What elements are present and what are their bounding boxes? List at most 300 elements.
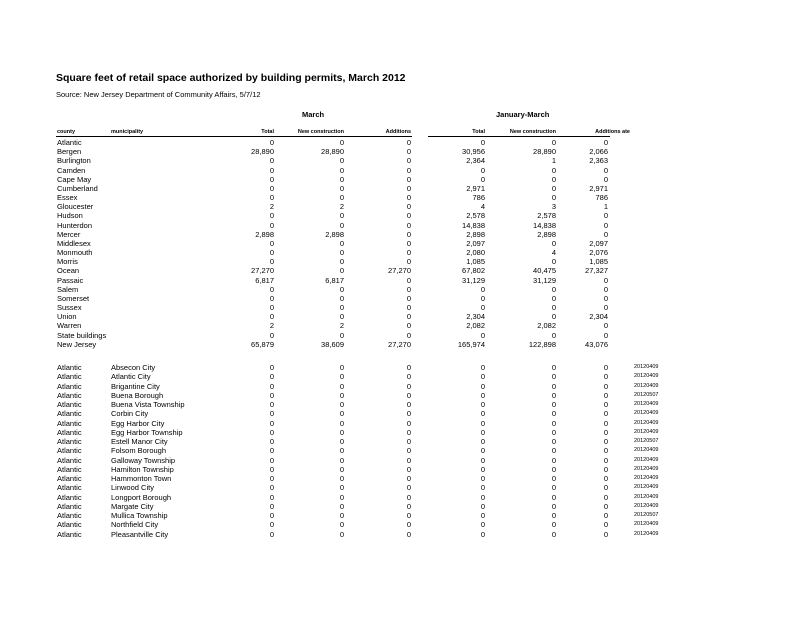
column-header-new-construction: New construction	[297, 129, 344, 135]
march-total-cell: 0	[269, 220, 274, 230]
ytd-total-cell: 0	[480, 483, 485, 493]
march-total-cell: 6,817	[255, 275, 274, 285]
municipality-cell: Northfield City	[111, 520, 159, 530]
march-total-cell: 0	[269, 248, 274, 258]
ytd-new-construction-cell: 0	[551, 446, 556, 456]
march-new-construction-cell: 0	[339, 248, 344, 258]
group-header-ytd: January-March	[496, 110, 550, 119]
ytd-new-construction-cell: 14,838	[533, 220, 556, 230]
march-total-cell: 0	[269, 483, 274, 493]
ytd-new-construction-cell: 0	[551, 455, 556, 465]
ytd-additions-cell: 1,085	[589, 257, 608, 267]
table-row	[0, 465, 800, 474]
county-cell: Salem	[57, 284, 79, 294]
ytd-new-construction-cell: 4	[551, 248, 556, 258]
county-cell: Atlantic	[57, 529, 82, 539]
ytd-total-cell: 0	[480, 529, 485, 539]
march-new-construction-cell: 0	[339, 220, 344, 230]
march-total-cell: 0	[269, 446, 274, 456]
ytd-additions-cell: 27,327	[585, 266, 608, 276]
march-additions-cell: 0	[406, 183, 411, 193]
county-cell: Atlantic	[57, 381, 82, 391]
march-additions-cell: 0	[406, 492, 411, 502]
ytd-new-construction-cell: 0	[551, 372, 556, 382]
municipality-cell: Pleasantville City	[111, 529, 169, 539]
march-additions-cell: 0	[406, 238, 411, 248]
ytd-total-cell: 0	[480, 501, 485, 511]
march-new-construction-cell: 0	[339, 501, 344, 511]
county-cell: Ocean	[57, 266, 80, 276]
ytd-new-construction-cell: 3	[551, 202, 556, 212]
county-cell: Burlington	[57, 156, 91, 166]
march-total-cell: 0	[269, 529, 274, 539]
ytd-new-construction-cell: 40,475	[533, 266, 556, 276]
march-additions-cell: 0	[406, 248, 411, 258]
march-total-cell: 0	[269, 372, 274, 382]
table-row	[0, 446, 800, 455]
ytd-new-construction-cell: 0	[551, 381, 556, 391]
march-new-construction-cell: 0	[339, 312, 344, 322]
march-new-construction-cell: 6,817	[325, 275, 344, 285]
source-note: Source: New Jersey Department of Community Affairs, 5/7/12	[56, 90, 261, 99]
county-cell: Camden	[57, 165, 86, 175]
table-row	[0, 483, 800, 492]
ytd-new-construction-cell: 0	[551, 474, 556, 484]
table-row	[0, 248, 800, 257]
ytd-additions-cell: 0	[603, 418, 608, 428]
march-total-cell: 0	[269, 501, 274, 511]
ytd-total-cell: 0	[480, 418, 485, 428]
ytd-additions-cell: 0	[603, 390, 608, 400]
march-total-cell: 0	[269, 390, 274, 400]
ytd-additions-cell: 0	[603, 321, 608, 331]
march-additions-cell: 0	[406, 220, 411, 230]
ytd-total-cell: 0	[480, 390, 485, 400]
ytd-total-cell: 0	[480, 165, 485, 175]
ytd-additions-cell: 0	[603, 501, 608, 511]
ytd-total-cell: 0	[480, 492, 485, 502]
march-total-cell: 0	[269, 293, 274, 303]
march-total-cell: 0	[269, 363, 274, 372]
ytd-additions-cell: 0	[603, 455, 608, 465]
municipality-cell: Margate City	[111, 501, 154, 511]
ytd-new-construction-cell: 0	[551, 165, 556, 175]
march-new-construction-cell: 0	[339, 174, 344, 184]
county-cell: Atlantic	[57, 372, 82, 382]
march-additions-cell: 0	[406, 165, 411, 175]
county-cell: Atlantic	[57, 446, 82, 456]
march-total-cell: 0	[269, 418, 274, 428]
date-cell: 20120507	[634, 512, 659, 519]
ytd-new-construction-cell: 2,578	[537, 211, 556, 221]
march-total-cell: 0	[269, 138, 274, 147]
march-new-construction-cell: 0	[339, 446, 344, 456]
march-new-construction-cell: 0	[339, 165, 344, 175]
march-new-construction-cell: 0	[339, 464, 344, 474]
county-cell: Hunterdon	[57, 220, 93, 230]
march-new-construction-cell: 0	[339, 156, 344, 166]
march-additions-cell: 27,270	[388, 266, 411, 276]
ytd-additions-cell: 0	[603, 138, 608, 147]
ytd-new-construction-cell: 0	[551, 520, 556, 530]
table-row	[0, 321, 800, 330]
march-new-construction-cell: 0	[339, 400, 344, 410]
municipality-cell: Corbin City	[111, 409, 149, 419]
county-cell: Atlantic	[57, 138, 82, 147]
ytd-total-cell: 0	[480, 511, 485, 521]
march-new-construction-cell: 0	[339, 409, 344, 419]
ytd-additions-cell: 2,971	[589, 183, 608, 193]
ytd-total-cell: 2,898	[466, 229, 485, 239]
ytd-additions-cell: 0	[603, 363, 608, 372]
table-row	[0, 156, 800, 165]
municipality-cell: Brigantine City	[111, 381, 160, 391]
ytd-new-construction-cell: 0	[551, 511, 556, 521]
table-row	[0, 520, 800, 529]
march-new-construction-cell: 28,890	[321, 147, 344, 157]
march-total-cell: 0	[269, 257, 274, 267]
march-new-construction-cell: 0	[339, 238, 344, 248]
march-total-cell: 0	[269, 238, 274, 248]
county-cell: Somerset	[57, 293, 90, 303]
march-additions-cell: 0	[406, 321, 411, 331]
table-row	[0, 294, 800, 303]
march-total-cell: 0	[269, 156, 274, 166]
ytd-new-construction-cell: 28,890	[533, 147, 556, 157]
ytd-total-cell: 0	[480, 437, 485, 447]
ytd-total-cell: 0	[480, 427, 485, 437]
table-row	[0, 184, 800, 193]
ytd-total-cell: 786	[472, 193, 485, 203]
march-additions-cell: 0	[406, 202, 411, 212]
date-cell: 20120409	[634, 484, 659, 491]
county-cell: Union	[57, 312, 77, 322]
date-cell: 20120409	[634, 410, 659, 417]
ytd-additions-cell: 2,097	[589, 238, 608, 248]
march-total-cell: 2	[269, 321, 274, 331]
county-cell: New Jersey	[57, 339, 97, 349]
march-additions-cell: 0	[406, 147, 411, 157]
table-row	[0, 400, 800, 409]
march-new-construction-cell: 0	[339, 193, 344, 203]
county-cell: Atlantic	[57, 511, 82, 521]
march-new-construction-cell: 0	[339, 138, 344, 147]
municipality-cell: Absecon City	[111, 363, 156, 372]
county-cell: Atlantic	[57, 474, 82, 484]
date-cell: 20120409	[634, 428, 659, 435]
county-cell: Sussex	[57, 303, 82, 313]
county-cell: Gloucester	[57, 202, 94, 212]
ytd-additions-cell: 0	[603, 520, 608, 530]
march-additions-cell: 0	[406, 330, 411, 340]
municipality-cell: Galloway Township	[111, 455, 176, 465]
march-additions-cell: 0	[406, 138, 411, 147]
date-cell: 20120409	[634, 373, 659, 380]
march-total-cell: 0	[269, 312, 274, 322]
table-row	[0, 419, 800, 428]
page-title: Square feet of retail space authorized by building permits, March 2012	[56, 72, 406, 84]
date-cell: 20120409	[634, 456, 659, 463]
ytd-new-construction-cell: 1	[551, 156, 556, 166]
table-row	[0, 230, 800, 239]
column-header-municipality: municipality	[111, 129, 144, 135]
column-header-ytd-new-construction: New construction	[509, 129, 556, 135]
ytd-total-cell: 1,085	[466, 257, 485, 267]
county-cell: Atlantic	[57, 464, 82, 474]
county-cell: Bergen	[57, 147, 82, 157]
ytd-additions-cell: 0	[603, 303, 608, 313]
ytd-additions-cell: 0	[603, 330, 608, 340]
date-cell: 20120409	[634, 475, 659, 482]
march-total-cell: 27,270	[251, 266, 274, 276]
ytd-additions-cell: 0	[603, 372, 608, 382]
group-header-march: March	[302, 110, 325, 119]
march-total-cell: 0	[269, 330, 274, 340]
ytd-total-cell: 67,802	[462, 266, 485, 276]
march-additions-cell: 0	[406, 409, 411, 419]
march-new-construction-cell: 0	[339, 330, 344, 340]
county-cell: State buildings	[57, 330, 107, 340]
march-new-construction-cell: 0	[339, 520, 344, 530]
march-additions-cell: 0	[406, 303, 411, 313]
march-additions-cell: 0	[406, 293, 411, 303]
march-total-cell: 0	[269, 174, 274, 184]
table-row	[0, 502, 800, 511]
table-row	[0, 202, 800, 211]
march-new-construction-cell: 0	[339, 381, 344, 391]
ytd-new-construction-cell: 0	[551, 183, 556, 193]
march-additions-cell: 0	[406, 363, 411, 372]
march-additions-cell: 0	[406, 529, 411, 539]
ytd-total-cell: 4	[480, 202, 485, 212]
march-new-construction-cell: 2	[339, 202, 344, 212]
municipality-cell: Hamilton Township	[111, 464, 174, 474]
header-rule-left	[56, 136, 412, 137]
march-total-cell: 0	[269, 492, 274, 502]
county-cell: Atlantic	[57, 501, 82, 511]
march-total-cell: 0	[269, 165, 274, 175]
march-new-construction-cell: 2,898	[325, 229, 344, 239]
ytd-new-construction-cell: 0	[551, 400, 556, 410]
table-row	[0, 303, 800, 312]
ytd-additions-cell: 2,363	[589, 156, 608, 166]
march-new-construction-cell: 0	[339, 266, 344, 276]
date-cell: 20120409	[634, 521, 659, 528]
ytd-total-cell: 0	[480, 446, 485, 456]
ytd-new-construction-cell: 0	[551, 238, 556, 248]
county-cell: Atlantic	[57, 520, 82, 530]
ytd-additions-cell: 0	[603, 492, 608, 502]
ytd-new-construction-cell: 0	[551, 293, 556, 303]
table-row	[0, 276, 800, 285]
ytd-additions-cell: 2,304	[589, 312, 608, 322]
ytd-total-cell: 31,129	[462, 275, 485, 285]
march-additions-cell: 0	[406, 156, 411, 166]
column-header-ytd-additions: Additions ate	[595, 129, 630, 135]
ytd-new-construction-cell: 0	[551, 363, 556, 372]
ytd-new-construction-cell: 0	[551, 257, 556, 267]
march-additions-cell: 0	[406, 229, 411, 239]
county-cell: Monmouth	[57, 248, 93, 258]
march-total-cell: 0	[269, 437, 274, 447]
municipality-cell: Egg Harbor Township	[111, 427, 183, 437]
ytd-new-construction-cell: 0	[551, 284, 556, 294]
ytd-new-construction-cell: 2,082	[537, 321, 556, 331]
march-additions-cell: 0	[406, 193, 411, 203]
ytd-additions-cell: 1	[603, 202, 608, 212]
date-cell: 20120409	[634, 530, 659, 537]
date-cell: 20120409	[634, 401, 659, 408]
county-cell: Cape May	[57, 174, 92, 184]
march-additions-cell: 0	[406, 284, 411, 294]
ytd-total-cell: 0	[480, 174, 485, 184]
march-new-construction-cell: 0	[339, 483, 344, 493]
ytd-total-cell: 0	[480, 138, 485, 147]
march-new-construction-cell: 0	[339, 284, 344, 294]
ytd-new-construction-cell: 0	[551, 312, 556, 322]
ytd-additions-cell: 0	[603, 220, 608, 230]
march-total-cell: 0	[269, 381, 274, 391]
column-header-county: county	[57, 129, 76, 135]
march-additions-cell: 0	[406, 174, 411, 184]
ytd-new-construction-cell: 0	[551, 418, 556, 428]
ytd-total-cell: 0	[480, 464, 485, 474]
ytd-additions-cell: 0	[603, 483, 608, 493]
march-additions-cell: 0	[406, 372, 411, 382]
march-new-construction-cell: 38,609	[321, 339, 344, 349]
march-additions-cell: 0	[406, 312, 411, 322]
county-cell: Hudson	[57, 211, 83, 221]
march-additions-cell: 0	[406, 446, 411, 456]
table-row	[0, 211, 800, 220]
march-total-cell: 0	[269, 409, 274, 419]
table-row	[0, 266, 800, 275]
march-total-cell: 2	[269, 202, 274, 212]
ytd-additions-cell: 0	[603, 284, 608, 294]
march-additions-cell: 0	[406, 211, 411, 221]
ytd-total-cell: 0	[480, 409, 485, 419]
ytd-additions-cell: 2,076	[589, 248, 608, 258]
ytd-total-cell: 0	[480, 474, 485, 484]
table-row	[0, 147, 800, 156]
ytd-new-construction-cell: 0	[551, 303, 556, 313]
municipality-cell: Hammonton Town	[111, 474, 172, 484]
municipality-cell: Egg Harbor City	[111, 418, 165, 428]
ytd-total-cell: 2,578	[466, 211, 485, 221]
ytd-additions-cell: 0	[603, 174, 608, 184]
ytd-new-construction-cell: 122,898	[528, 339, 556, 349]
county-cell: Warren	[57, 321, 82, 331]
ytd-total-cell: 165,974	[457, 339, 485, 349]
table-row	[0, 391, 800, 400]
ytd-additions-cell: 0	[603, 427, 608, 437]
march-additions-cell: 0	[406, 418, 411, 428]
march-new-construction-cell: 0	[339, 390, 344, 400]
table-row	[0, 530, 800, 539]
ytd-new-construction-cell: 0	[551, 437, 556, 447]
march-new-construction-cell: 0	[339, 293, 344, 303]
march-new-construction-cell: 0	[339, 492, 344, 502]
march-additions-cell: 0	[406, 511, 411, 521]
date-cell: 20120409	[634, 364, 659, 370]
ytd-additions-cell: 0	[603, 511, 608, 521]
table-row	[0, 428, 800, 437]
ytd-new-construction-cell: 0	[551, 492, 556, 502]
county-cell: Atlantic	[57, 418, 82, 428]
march-additions-cell: 0	[406, 381, 411, 391]
county-cell: Mercer	[57, 229, 81, 239]
ytd-total-cell: 0	[480, 400, 485, 410]
table-row	[0, 166, 800, 175]
march-new-construction-cell: 0	[339, 455, 344, 465]
date-cell: 20120409	[634, 465, 659, 472]
table-row	[0, 437, 800, 446]
march-total-cell: 65,879	[251, 339, 274, 349]
march-additions-cell: 0	[406, 390, 411, 400]
ytd-additions-cell: 0	[603, 474, 608, 484]
march-additions-cell: 0	[406, 257, 411, 267]
ytd-additions-cell: 786	[595, 193, 608, 203]
date-cell: 20120409	[634, 382, 659, 389]
ytd-total-cell: 2,971	[466, 183, 485, 193]
county-cell: Atlantic	[57, 390, 82, 400]
municipality-cell: Longport Borough	[111, 492, 172, 502]
county-cell: Atlantic	[57, 483, 82, 493]
date-cell: 20120409	[634, 493, 659, 500]
table-row	[0, 138, 800, 147]
ytd-new-construction-cell: 0	[551, 464, 556, 474]
march-total-cell: 0	[269, 455, 274, 465]
municipality-cell: Estell Manor City	[111, 437, 168, 447]
march-total-cell: 0	[269, 474, 274, 484]
county-cell: Atlantic	[57, 492, 82, 502]
table-row	[0, 382, 800, 391]
table-row	[0, 239, 800, 248]
march-total-cell: 0	[269, 211, 274, 221]
column-header-ytd-total: Total	[472, 129, 485, 135]
municipality-cell: Mullica Township	[111, 511, 168, 521]
county-cell: Atlantic	[57, 400, 82, 410]
municipality-cell: Linwood City	[111, 483, 154, 493]
march-new-construction-cell: 0	[339, 427, 344, 437]
march-total-cell: 0	[269, 193, 274, 203]
table-row	[0, 175, 800, 184]
county-cell: Middlesex	[57, 238, 91, 248]
date-cell: 20120409	[634, 447, 659, 454]
march-new-construction-cell: 0	[339, 474, 344, 484]
date-cell: 20120409	[634, 419, 659, 426]
march-new-construction-cell: 0	[339, 363, 344, 372]
march-new-construction-cell: 0	[339, 183, 344, 193]
ytd-total-cell: 0	[480, 303, 485, 313]
municipality-cell: Buena Vista Township	[111, 400, 185, 410]
march-additions-cell: 0	[406, 501, 411, 511]
ytd-additions-cell: 0	[603, 293, 608, 303]
ytd-additions-cell: 0	[603, 381, 608, 391]
ytd-total-cell: 0	[480, 293, 485, 303]
ytd-additions-cell: 0	[603, 165, 608, 175]
ytd-additions-cell: 0	[603, 400, 608, 410]
municipality-cell: Buena Borough	[111, 390, 164, 400]
ytd-new-construction-cell: 0	[551, 174, 556, 184]
ytd-total-cell: 0	[480, 372, 485, 382]
march-total-cell: 0	[269, 464, 274, 474]
county-cell: Cumberland	[57, 183, 98, 193]
march-total-cell: 28,890	[251, 147, 274, 157]
county-cell: Essex	[57, 193, 78, 203]
march-additions-cell: 0	[406, 464, 411, 474]
table-row	[0, 474, 800, 483]
